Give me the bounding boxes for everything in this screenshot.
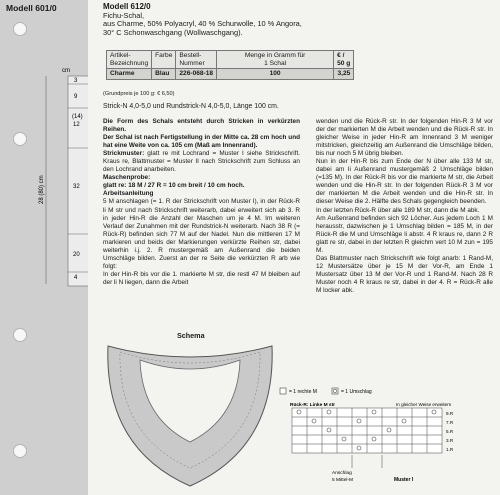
cell-price: 3,25 bbox=[334, 69, 354, 80]
paragraph: Am Außenrand befinden sich 92 Löcher. Aus jedem Loch 1 M herausstr, dazwischen je 1 Umschlag bilden = 185 M, in der Rück-R die M und Umschläge li abstr. 4 R kraus re, dann 2 R glatt re str, dabei in der letzten R gleichm vert 10 M zun = 195 M. bbox=[316, 214, 493, 254]
row-5: 5.R bbox=[446, 429, 454, 434]
intro-bold: Die Form des Schals entsteht durch Stricken in verkürzten Reihen. bbox=[103, 118, 300, 134]
col-header-price: € / 50 g bbox=[334, 51, 354, 69]
pattern-label: Strickmuster: bbox=[103, 150, 145, 158]
ruler-total: 28 (80) cm bbox=[39, 175, 45, 204]
cell-color: Blau bbox=[152, 69, 176, 80]
ruler-unit: cm bbox=[62, 68, 70, 74]
instructions-column-left bbox=[103, 118, 300, 287]
instructions-text: 5 M anschlagen (= 1. R der Strickschrift von Muster I), in der Rück-R li M str und nach Strickschrift weiterarb, dabei erweitert sich ab 3. R in jeder Hin-R die Anzahl der Maschen um je 4 M. Im weiteren Verlauf der Zunahmen mit der Rundstrick-N weiterarb. Nach 38 R (= Rück-R) befinden sich 77 M auf der Nadel. Nun die mittleren 17 M markieren und beids der Markierungen verkürzte Reihen str, dabei weiterhin i.j. 2. R mustergemäß am Außenrand die beiden Umschläge bilden. Zuerst an der re Seite die verkürzten R arb wie folgt: bbox=[103, 198, 300, 270]
previous-model-title: Modell 601/0 bbox=[6, 3, 57, 13]
pattern-text: glatt re mit Lochrand = Muster I siehe Strickschrift. Kraus re, Blattmuster = Muster II nach Strickschrift zum Schluss an den Lochrand anarbeiten. bbox=[103, 150, 300, 174]
previous-page-strip bbox=[0, 0, 88, 495]
rueck-note: Rück-R: Linke M str bbox=[290, 403, 336, 408]
yarn-over-icon bbox=[332, 388, 338, 394]
repeat-note: In gleicher Weise erweitern bbox=[396, 402, 452, 407]
knit-stitch-icon bbox=[280, 388, 286, 394]
row-1: 1.R bbox=[446, 447, 454, 452]
schema-title: Schema bbox=[177, 331, 205, 340]
yarn-composition: aus Charme, 50% Polyacryl, 40 % Schurwolle, 10 % Angora, bbox=[103, 19, 302, 29]
cell-quantity: 100 bbox=[217, 69, 334, 80]
legend-knit: = 1 rechte M bbox=[289, 389, 317, 395]
gauge-value: glatt re: 18 M / 27 R = 10 cm breit / 10 cm hoch. bbox=[103, 182, 245, 190]
col-header-color: Farbe bbox=[152, 51, 176, 69]
gauge-label: Maschenprobe: bbox=[103, 174, 151, 182]
ruler-label-6: 4 bbox=[74, 275, 78, 281]
chart-grid bbox=[292, 408, 442, 453]
table-header-row bbox=[107, 51, 354, 69]
needles-line: Strick-N 4,0-5,0 und Rundstrick-N 4,0-5,0, Länge 100 cm. bbox=[103, 103, 279, 110]
punch-hole bbox=[13, 132, 27, 146]
legend-yo: = 1 Umschlag bbox=[341, 389, 372, 395]
cell-order-no: 226-068-18 bbox=[176, 69, 217, 80]
paragraph: Nun in der Hin-R bis zum Ende der N über alle 133 M str, dabei am li Außenrand mustergemäß 2 Umschläge bilden (=135 M). In der Rück-R bis vor die markierte M str, die Arbeit wenden und die Hin-R str. In der folgenden Rück-R 3 M vor der markierten M die Arbeit wenden und die Hin-R str. In dieser Weise die 2. Hälfte des Schals gegengleich beenden. bbox=[316, 158, 493, 206]
pattern-label: Muster I bbox=[394, 477, 414, 483]
ruler-label-4: 32 bbox=[73, 184, 80, 190]
col-header-article: Artikel- Bezeichnung bbox=[107, 51, 152, 69]
cast-on-label: Anschlag bbox=[332, 471, 352, 476]
row-7: 7.R bbox=[446, 420, 454, 425]
ruler-label-2: (14) bbox=[72, 114, 83, 120]
row-3: 3.R bbox=[446, 438, 454, 443]
col-header-quantity: Menge in Gramm für 1 Schal bbox=[217, 51, 334, 69]
instructions-text-cont: In der Hin-R bis vor die 1. markierte M str, die restl 47 M bleiben auf der li N liegen, dann die Arbeit bbox=[103, 270, 300, 286]
punch-hole bbox=[13, 328, 27, 342]
ruler-label-5: 20 bbox=[73, 252, 80, 258]
model-number: Modell 612/0 bbox=[103, 2, 151, 11]
instructions-heading: Arbeitsanleitung bbox=[103, 190, 154, 198]
col-header-order-no: Bestell- Nummer bbox=[176, 51, 217, 69]
shawl-schema-drawing bbox=[100, 338, 280, 490]
paragraph: wenden und die Rück-R str. In der folgenden Hin-R 3 M vor der der markierten M die Arbeit wenden und die Rück-R str. In gleicher Weise in jeder Hin-R am Innenrand 3 M weniger mitstricken, gleichzeitig am Außenrand die Umschläge bilden, bis nur noch 5 M übrig bleiben. bbox=[316, 118, 493, 158]
ruler-label-3: 12 bbox=[73, 122, 80, 128]
punch-hole bbox=[13, 22, 27, 36]
row-9: 9.R bbox=[446, 411, 454, 416]
model-header bbox=[103, 3, 493, 37]
instructions-column-right bbox=[316, 118, 493, 295]
cell-article: Charme bbox=[107, 69, 152, 80]
size-bold: Der Schal ist nach Fertigstellung in der Mitte ca. 28 cm hoch und hat eine Weite von ca. 105 cm (Maß am Innenrand). bbox=[103, 134, 300, 150]
paragraph: Das Blattmuster nach Strickschrift wie folgt anarb: 1 Rand-M, 12 Mustersätze über je 15 M der Vor-R, am Ende 1 Mustersatz über 13 M der Vor-R und 1 Rand-M. Nach 28 R Muster noch 4 R kraus re str, dabei in der 4. R = Rück-R alle M locker abk. bbox=[316, 254, 493, 294]
table-row bbox=[107, 69, 354, 80]
ruler-label-0: 3 bbox=[74, 78, 78, 84]
item-name: Fichu-Schal, bbox=[103, 10, 145, 20]
middle-stitches-label: 5 Mittel-M bbox=[332, 478, 354, 483]
punch-hole bbox=[13, 444, 27, 458]
ruler-label-1: 9 bbox=[74, 94, 78, 100]
paragraph: In der letzten Rück-R über alle 189 M str, dann die M abk. bbox=[316, 206, 480, 214]
knitting-chart bbox=[278, 386, 493, 492]
yarn-table bbox=[106, 50, 354, 80]
wash-instructions: 30° C Schonwaschgang (Wollwaschgang). bbox=[103, 27, 243, 37]
base-price-note: (Grundpreis je 100 g: € 6,50) bbox=[103, 91, 175, 97]
